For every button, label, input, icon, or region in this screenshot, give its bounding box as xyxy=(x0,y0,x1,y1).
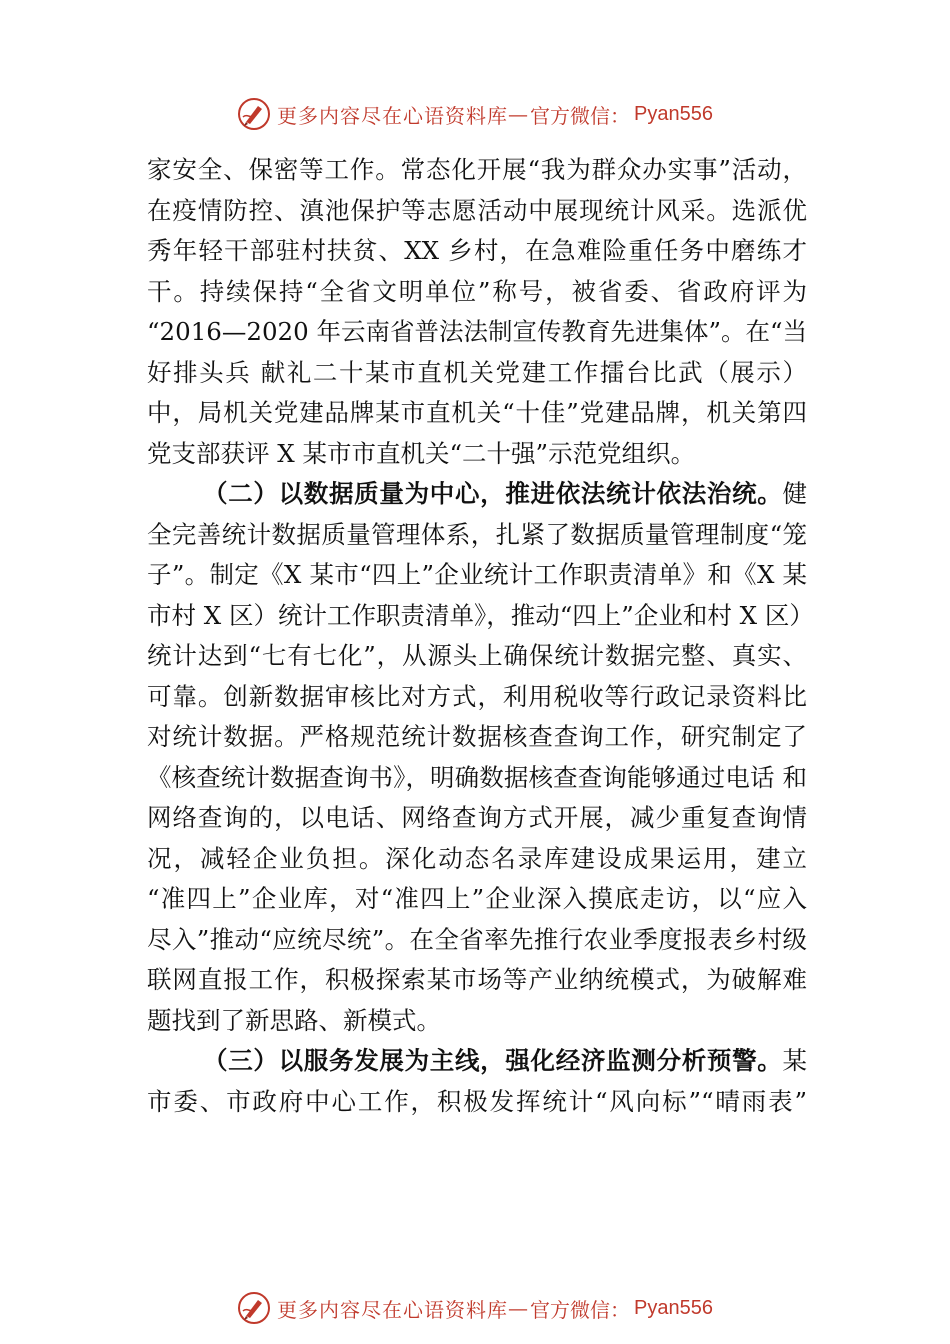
pen-logo-icon xyxy=(237,97,271,131)
text-line: 网络查询的，以电话、网络查询方式开展，减少重复查询情 xyxy=(147,803,807,832)
banner-separator: — xyxy=(508,1296,529,1320)
paragraph-1 xyxy=(147,150,807,474)
text-line: 题找到了新思路、新模式。 xyxy=(147,1005,441,1035)
footer-banner xyxy=(0,1286,950,1330)
text-line: 在疫情防控、滇池保护等志愿活动中展现统计风采。选派优 xyxy=(147,195,807,225)
banner-title: 更多内容尽在心语资料库 xyxy=(277,1297,509,1322)
text-line: “2016—2020 年云南省普法法制宣传教育先进集体”。在“当 xyxy=(147,317,808,346)
paragraph-3 xyxy=(147,1041,807,1122)
text-line: 干。持续保持“全省文明单位”称号，被省委、省政府评为 xyxy=(147,276,807,306)
text-line: 联网直报工作，积极探索某市场等产业纳统模式，为破解难 xyxy=(147,965,807,994)
section-heading: （三）以服务发展为主线，强化经济监测分析预警。 xyxy=(203,1046,783,1075)
section-heading-line xyxy=(147,1041,807,1082)
text-line: 可靠。创新数据审核比对方式，利用税收等行政记录资料比 xyxy=(147,681,807,711)
paragraph-2 xyxy=(147,474,814,1041)
banner-wechat-label: 官方微信： xyxy=(530,103,631,128)
text-line: 尽入”推动“应统尽统”。在全省率先推行农业季度报表乡村级 xyxy=(147,924,807,954)
document-body xyxy=(147,150,814,1122)
text-line: 对统计数据。严格规范统计数据核查查询工作，研究制定了 xyxy=(147,722,807,751)
banner-wechat-handle: Pyan556 xyxy=(634,1296,713,1319)
text-line: 家安全、保密等工作。常态化开展“我为群众办实事”活动， xyxy=(147,155,807,184)
text-line: 党支部获评 X 某市市直机关“二十强”示范党组织。 xyxy=(147,438,696,468)
text-line: 秀年轻干部驻村扶贫、XX 乡村，在急难险重任务中磨练才 xyxy=(147,236,807,265)
text-line: “准四上”企业库，对“准四上”企业深入摸底走访，以“应入 xyxy=(147,884,807,913)
banner-separator: — xyxy=(508,102,529,126)
section-heading: （二）以数据质量为中心，推进依法统计依法治统。 xyxy=(203,479,783,508)
banner-title: 更多内容尽在心语资料库 xyxy=(277,103,509,128)
text-line: 全完善统计数据质量管理体系，扎紧了数据质量管理制度“笼 xyxy=(147,519,807,549)
text-line: 子”。制定《X 某市“四上”企业统计工作职责清单》和《X 某 xyxy=(147,560,807,589)
banner-wechat-handle: Pyan556 xyxy=(634,102,713,125)
pen-logo-icon xyxy=(237,1291,271,1325)
header-banner xyxy=(0,92,950,136)
text-span: 健 xyxy=(782,479,807,508)
text-span: 某 xyxy=(782,1046,807,1075)
text-line: 中，局机关党建品牌某市直机关“十佳”党建品牌，机关第四 xyxy=(147,398,807,427)
text-line: 况，减轻企业负担。深化动态名录库建设成果运用，建立 xyxy=(147,843,807,873)
text-line: 市村 X 区）统计工作职责清单》，推动“四上”企业和村 X 区） xyxy=(147,600,814,630)
banner-wechat-label: 官方微信： xyxy=(530,1297,631,1322)
section-heading-line xyxy=(147,474,807,515)
text-line: 《核查统计数据查询书》，明确数据核查查询能够通过电话 和 xyxy=(147,762,807,792)
text-line: 统计达到“七有七化”，从源头上确保统计数据完整、真实、 xyxy=(147,641,807,670)
text-line: 市委、市政府中心工作，积极发挥统计“风向标”“晴雨表” xyxy=(147,1086,807,1116)
text-line: 好排头兵 献礼二十某市直机关党建工作擂台比武（展示） xyxy=(147,357,807,387)
